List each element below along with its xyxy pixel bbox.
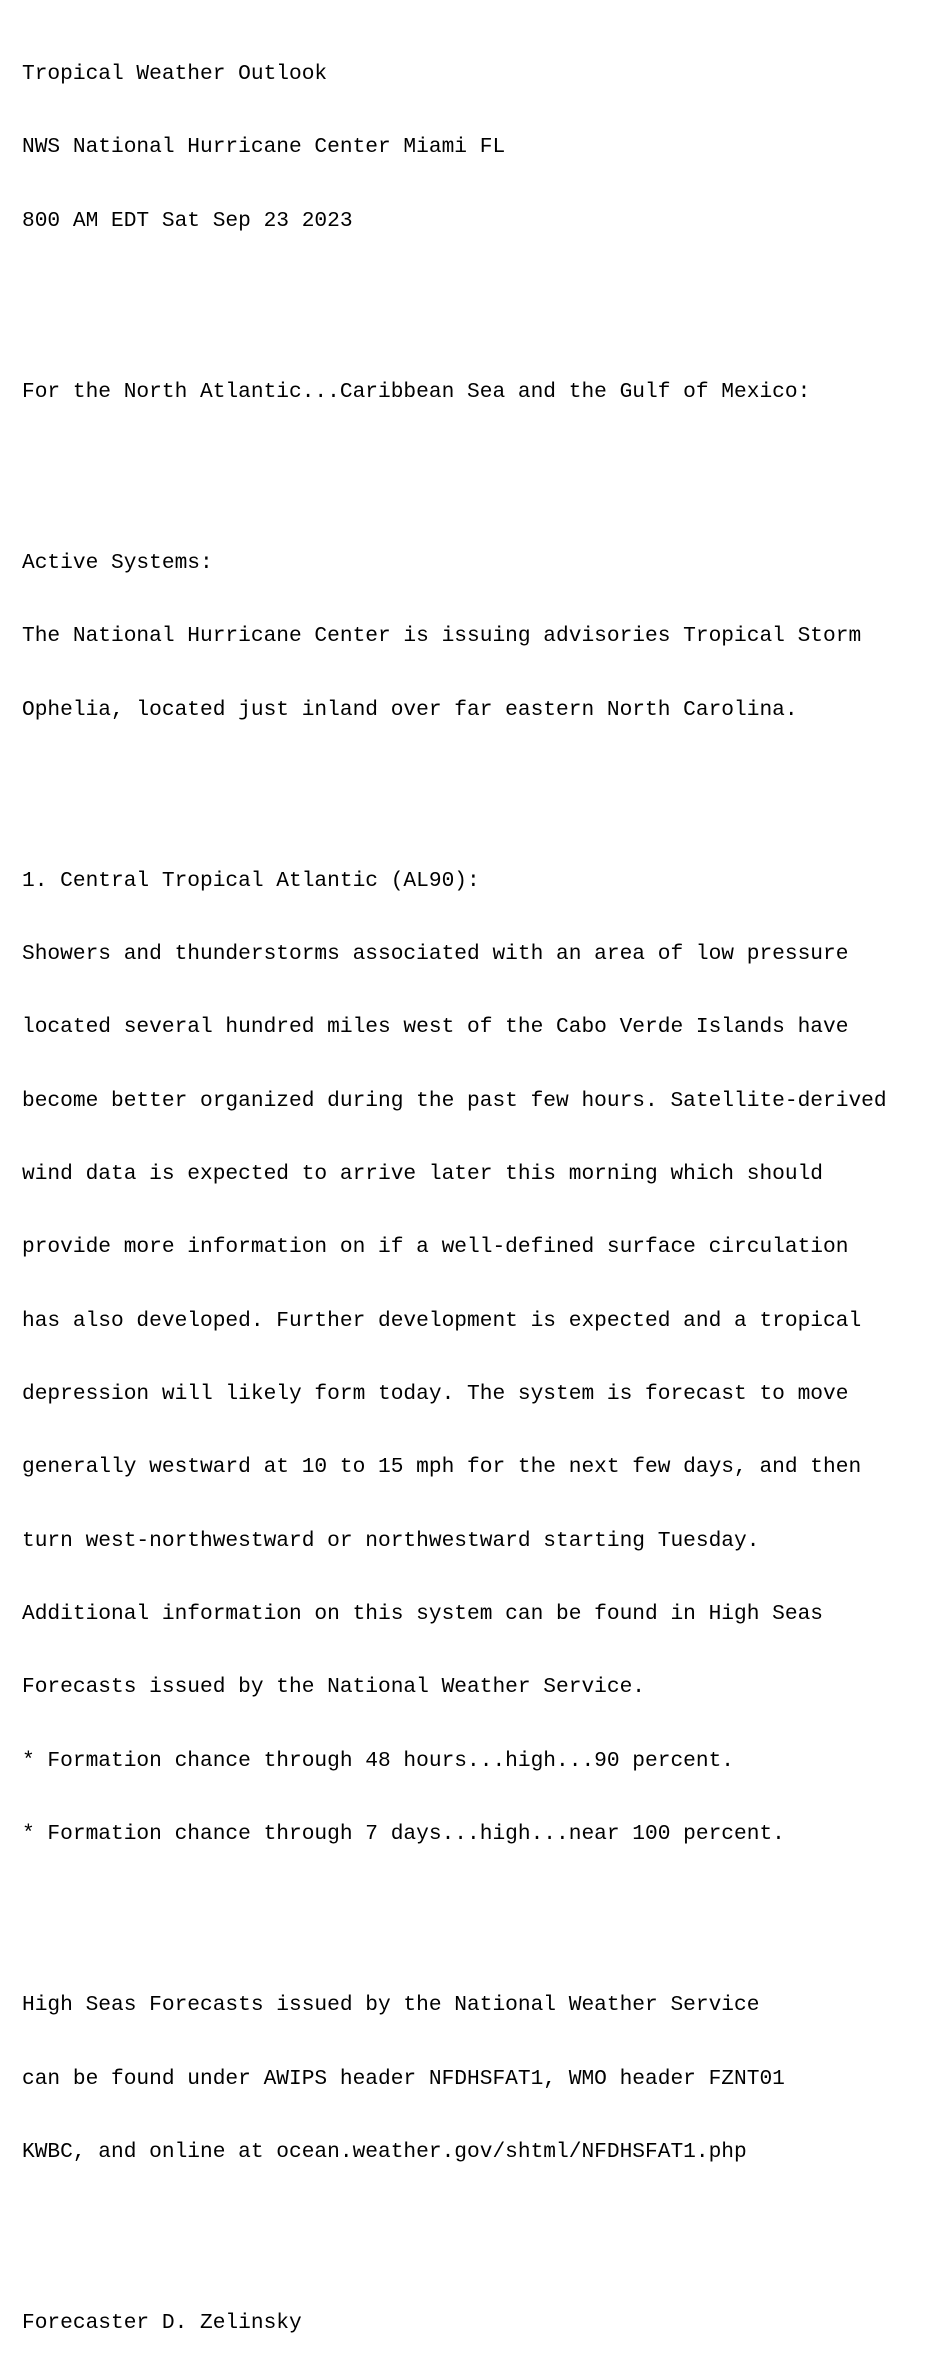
spacer — [22, 2213, 942, 2237]
system-1-line: depression will likely form today. The system is forecast to move — [22, 1382, 849, 1407]
system-1-line: Forecasts issued by the National Weather Service. — [22, 1675, 646, 1700]
active-systems-line: Ophelia, located just inland over far eastern North Carolina. — [22, 697, 798, 722]
active-systems-heading: Active Systems: — [22, 550, 213, 575]
region-statement: For the North Atlantic...Caribbean Sea and the Gulf of Mexico: — [22, 379, 811, 404]
active-systems-line: The National Hurricane Center is issuing advisories Tropical Storm — [22, 624, 862, 649]
issuing-office: NWS National Hurricane Center Miami FL — [22, 135, 506, 160]
system-1-line: Showers and thunderstorms associated with an area of low pressure — [22, 942, 849, 967]
formation-chance-48h: * Formation chance through 48 hours...high...90 percent. — [22, 1748, 735, 1773]
system-1-line: provide more information on if a well-defined surface circulation — [22, 1235, 849, 1260]
system-1-line: located several hundred miles west of the Cabo Verde Islands have — [22, 1015, 849, 1040]
issue-time: 800 AM EDT Sat Sep 23 2023 — [22, 208, 353, 233]
system-1-line: has also developed. Further development is expected and a tropical — [22, 1308, 862, 1333]
system-1-heading: 1. Central Tropical Atlantic (AL90): — [22, 868, 480, 893]
high-seas-line: High Seas Forecasts issued by the National Weather Service — [22, 1993, 760, 2018]
outlook-document — [22, 13, 942, 2360]
formation-chance-7d: * Formation chance through 7 days...high...near 100 percent. — [22, 1822, 785, 1847]
spacer — [22, 771, 942, 795]
system-1-line: generally westward at 10 to 15 mph for the next few days, and then — [22, 1455, 862, 1480]
system-1-line: turn west-northwestward or northwestward starting Tuesday. — [22, 1528, 760, 1553]
system-1-line: wind data is expected to arrive later this morning which should — [22, 1162, 824, 1187]
high-seas-line: can be found under AWIPS header NFDHSFAT1, WMO header FZNT01 — [22, 2066, 785, 2091]
system-1-line: become better organized during the past few hours. Satellite-derived — [22, 1088, 887, 1113]
system-1-line: Additional information on this system can be found in High Seas — [22, 1602, 824, 1627]
forecaster-signoff: Forecaster D. Zelinsky — [22, 2311, 302, 2336]
spacer — [22, 282, 942, 306]
spacer — [22, 1896, 942, 1920]
document-title: Tropical Weather Outlook — [22, 61, 328, 86]
high-seas-line: KWBC, and online at ocean.weather.gov/shtml/NFDHSFAT1.php — [22, 2140, 747, 2164]
spacer — [22, 453, 942, 477]
